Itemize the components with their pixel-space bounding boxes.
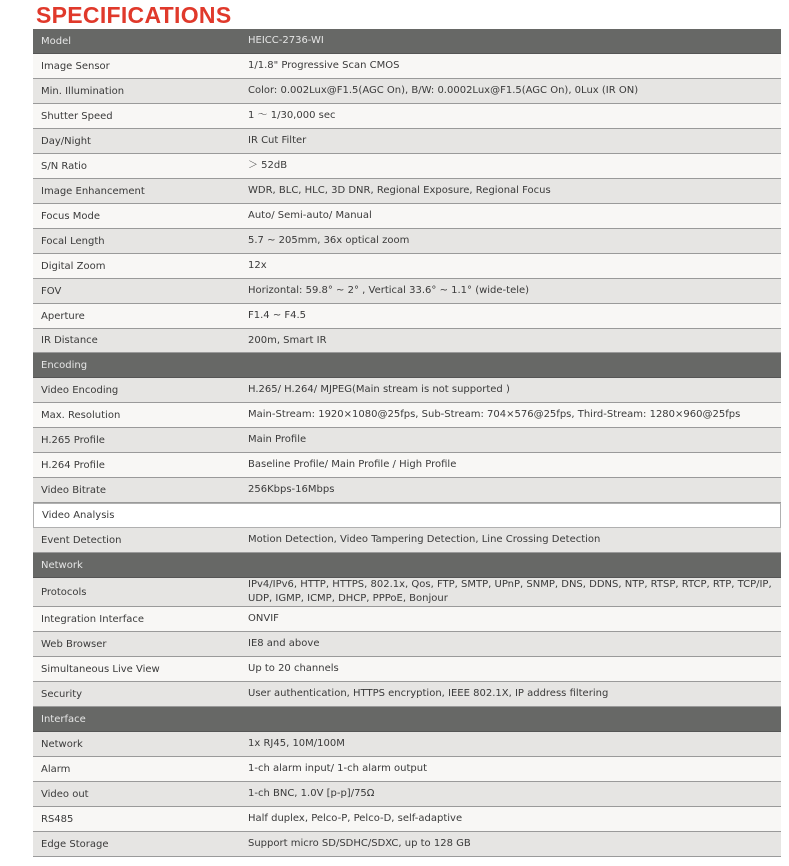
spec-row <box>33 229 781 254</box>
spec-value: Up to 20 channels <box>248 663 339 674</box>
spec-label: Digital Zoom <box>41 260 106 272</box>
spec-value: Main-Stream: 1920×1080@25fps, Sub-Stream: 704×576@25fps, Third-Stream: 1280×960@25fps <box>248 409 741 420</box>
spec-row <box>33 757 781 782</box>
spec-label: Event Detection <box>41 534 122 546</box>
spec-label: Max. Resolution <box>41 409 121 421</box>
section-header-row <box>33 707 781 732</box>
spec-value: Motion Detection, Video Tampering Detection, Line Crossing Detection <box>248 534 601 545</box>
spec-label: Video Encoding <box>41 384 119 396</box>
spec-value: IPv4/IPv6, HTTP, HTTPS, 802.1x, Qos, FTP, SMTP, UPnP, SNMP, DNS, DDNS, NTP, RTSP, RTCP, RTP, TCP/IP, UDP, IGMP, ICMP, DHCP, PPPoE, Bonjour <box>248 579 772 604</box>
spec-row <box>33 478 781 503</box>
spec-row <box>33 403 781 428</box>
spec-label: Image Sensor <box>41 60 110 72</box>
spec-row <box>33 154 781 179</box>
spec-row <box>33 204 781 229</box>
spec-row <box>33 329 781 353</box>
spec-label: Alarm <box>41 763 71 775</box>
spec-row <box>33 54 781 79</box>
spec-row <box>33 378 781 403</box>
spec-label: S/N Ratio <box>41 160 88 172</box>
spec-row <box>33 657 781 682</box>
spec-row <box>33 254 781 279</box>
spec-value: Baseline Profile/ Main Profile / High Profile <box>248 459 457 470</box>
spec-label: Simultaneous Live View <box>41 663 160 675</box>
spec-label: Day/Night <box>41 135 91 147</box>
spec-value: WDR, BLC, HLC, 3D DNR, Regional Exposure, Regional Focus <box>248 185 551 196</box>
spec-row <box>33 682 781 707</box>
section-header-row <box>33 353 781 378</box>
spec-value: 5.7 ~ 205mm, 36x optical zoom <box>248 235 410 246</box>
spec-label: Model <box>41 35 72 47</box>
spec-label: FOV <box>41 285 62 297</box>
spec-label: Video Analysis <box>42 510 115 521</box>
spec-label: Interface <box>41 713 86 725</box>
spec-value: IE8 and above <box>248 638 320 649</box>
spec-value: Main Profile <box>248 434 307 445</box>
spec-value: 256Kbps-16Mbps <box>248 484 335 495</box>
spec-row <box>33 503 781 528</box>
spec-row <box>33 428 781 453</box>
spec-value: User authentication, HTTPS encryption, IEEE 802.1X, IP address filtering <box>248 688 609 699</box>
spec-label: Network <box>41 559 83 571</box>
spec-label: Network <box>41 738 83 750</box>
spec-row <box>33 304 781 329</box>
spec-row <box>33 79 781 104</box>
spec-value: 1x RJ45, 10M/100M <box>248 738 345 749</box>
spec-row <box>33 179 781 204</box>
spec-value: F1.4 ~ F4.5 <box>248 310 307 321</box>
spec-row <box>33 807 781 832</box>
spec-label: H.265 Profile <box>41 434 105 446</box>
spec-value: H.265/ H.264/ MJPEG(Main stream is not supported ) <box>248 384 510 395</box>
spec-label: Edge Storage <box>41 838 109 850</box>
spec-table <box>33 29 781 857</box>
spec-value: 1/1.8" Progressive Scan CMOS <box>248 60 400 71</box>
spec-value: Auto/ Semi-auto/ Manual <box>248 210 372 221</box>
spec-value: HEICC-2736-WI <box>248 35 324 46</box>
spec-label: Image Enhancement <box>41 185 145 197</box>
spec-row <box>33 832 781 857</box>
spec-row <box>33 279 781 304</box>
spec-value: 1-ch alarm input/ 1-ch alarm output <box>248 763 428 774</box>
spec-label: Focus Mode <box>41 210 100 222</box>
section-header-row <box>33 29 781 54</box>
spec-row <box>33 104 781 129</box>
spec-label: Focal Length <box>41 235 105 247</box>
spec-row <box>33 607 781 632</box>
spec-label: Video Bitrate <box>41 484 107 496</box>
spec-value: Color: 0.002Lux@F1.5(AGC On), B/W: 0.0002Lux@F1.5(AGC On), 0Lux (IR ON) <box>248 85 639 96</box>
spec-label: IR Distance <box>41 335 98 346</box>
spec-value: Half duplex, Pelco-P, Pelco-D, self-adaptive <box>248 813 463 824</box>
spec-label: Video out <box>41 788 89 800</box>
spec-row <box>33 578 781 607</box>
spec-label: Protocols <box>41 586 87 598</box>
spec-label: Encoding <box>41 359 88 371</box>
spec-value: 200m, Smart IR <box>248 334 327 346</box>
spec-value: 1-ch BNC, 1.0V [p-p]/75Ω <box>248 788 375 799</box>
spec-label: Aperture <box>41 310 85 322</box>
spec-label: Web Browser <box>41 638 107 650</box>
spec-value: 1 ～ 1/30,000 sec <box>248 110 336 121</box>
spec-value: ＞ 52dB <box>248 160 288 171</box>
spec-row <box>33 732 781 757</box>
spec-label: H.264 Profile <box>41 459 105 471</box>
spec-row <box>33 453 781 478</box>
spec-value: IR Cut Filter <box>248 135 307 146</box>
spec-row <box>33 632 781 657</box>
spec-value: Support micro SD/SDHC/SDXC, up to 128 GB <box>248 838 471 849</box>
spec-label: Min. Illumination <box>41 85 125 97</box>
spec-label: Security <box>41 688 83 700</box>
spec-value: Horizontal: 59.8° ~ 2° , Vertical 33.6° ~ 1.1° (wide-tele) <box>248 285 530 296</box>
spec-row <box>33 782 781 807</box>
spec-label: Integration Interface <box>41 613 145 625</box>
section-header-row <box>33 553 781 578</box>
spec-label: RS485 <box>41 813 74 825</box>
spec-row <box>33 528 781 553</box>
page-title: SPECIFICATIONS <box>36 2 232 28</box>
spec-value: ONVIF <box>248 613 279 624</box>
spec-label: Shutter Speed <box>41 110 113 122</box>
spec-value: 12x <box>248 260 267 271</box>
spec-row <box>33 129 781 154</box>
